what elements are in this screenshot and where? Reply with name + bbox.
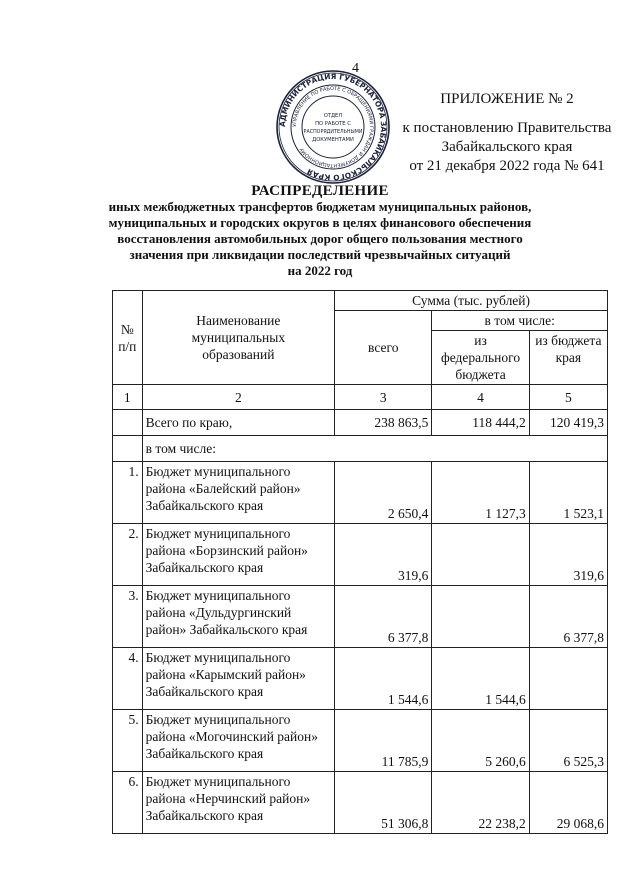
total-row (113, 410, 608, 436)
table-row (113, 524, 608, 586)
row-total: 51 306,8 (335, 772, 432, 834)
table-row (113, 772, 608, 834)
total-number-cell (113, 410, 143, 436)
table-row (113, 710, 608, 772)
heading-line-1: иных межбюджетных трансфертов бюджетам муниципальных районов, (108, 199, 532, 214)
row-number: 2. (113, 524, 143, 586)
official-stamp (274, 68, 392, 186)
stamp-ring-text: УПРАВЛЕНИЕ ПО РАБОТЕ С ОБРАЩЕНИЯМИ ГРАЖДАН И ДОКУМЕНТАЦИОННОМУ (291, 85, 375, 169)
row-name: Бюджет муниципального района «Дульдургинский район» Забайкальского края (142, 586, 335, 648)
total-sum: 238 863,5 (335, 410, 432, 436)
appendix-line-3: от 21 декабря 2022 года № 641 (409, 158, 605, 174)
row-regional: 6 525,3 (529, 710, 607, 772)
stamp-center-line-2: ПО РАБОТЕ С (315, 121, 351, 127)
including-label: в том числе: (142, 436, 607, 462)
row-federal: 5 260,6 (432, 710, 529, 772)
row-total: 11 785,9 (335, 710, 432, 772)
row-number: 6. (113, 772, 143, 834)
index-cell: 3 (335, 385, 432, 410)
heading-line-3: восстановления автомобильных дорог общего пользования местного (117, 231, 523, 246)
row-regional (529, 648, 607, 710)
including-number-cell (113, 436, 143, 462)
row-federal: 1 127,3 (432, 462, 529, 524)
table-row (113, 648, 608, 710)
table-row (113, 586, 608, 648)
row-name: Бюджет муниципального района «Борзинский район» Забайкальского края (142, 524, 335, 586)
col-header-number: № п/п (113, 291, 143, 385)
row-total: 6 377,8 (335, 586, 432, 648)
table-row (113, 462, 608, 524)
heading-line-5: на 2022 год (287, 263, 353, 278)
page-number: 4 (352, 61, 359, 76)
row-total: 2 650,4 (335, 462, 432, 524)
appendix-line-1: к постановлению Правительства (402, 120, 612, 136)
index-row (113, 385, 608, 410)
row-regional: 29 068,6 (529, 772, 607, 834)
row-name: Бюджет муниципального района «Нерчинский район» Забайкальского края (142, 772, 335, 834)
index-cell: 4 (432, 385, 529, 410)
row-number: 5. (113, 710, 143, 772)
col-header-including: в том числе: (432, 311, 608, 331)
row-number: 4. (113, 648, 143, 710)
heading-main: РАСПРЕДЕЛЕНИЕ (251, 183, 389, 199)
distribution-table (112, 290, 608, 834)
including-row (113, 436, 608, 462)
row-regional: 1 523,1 (529, 462, 607, 524)
heading-line-4: значения при ликвидации последствий чрезвычайных ситуаций (129, 247, 511, 262)
col-header-sum: Сумма (тыс. рублей) (335, 291, 608, 311)
index-cell: 5 (529, 385, 607, 410)
row-regional: 6 377,8 (529, 586, 607, 648)
row-total: 319,6 (335, 524, 432, 586)
col-header-federal: из федерального бюджета (432, 331, 529, 385)
row-total: 1 544,6 (335, 648, 432, 710)
row-regional: 319,6 (529, 524, 607, 586)
heading-line-2: муниципальных и городских округов в целях финансового обеспечения (108, 215, 532, 230)
total-regional: 120 419,3 (529, 410, 607, 436)
total-label: Всего по краю, (142, 410, 335, 436)
row-name: Бюджет муниципального района «Карымский район» Забайкальского края (142, 648, 335, 710)
row-federal: 22 238,2 (432, 772, 529, 834)
appendix-title: ПРИЛОЖЕНИЕ № 2 (440, 91, 574, 107)
row-number: 3. (113, 586, 143, 648)
stamp-seal-icon (274, 68, 392, 186)
row-federal (432, 524, 529, 586)
row-federal: 1 544,6 (432, 648, 529, 710)
document-heading (90, 183, 550, 279)
stamp-center-line-4: ДОКУМЕНТАМИ (312, 137, 354, 143)
row-name: Бюджет муниципального района «Балейский район» Забайкальского края (142, 462, 335, 524)
appendix-line-2: Забайкальского края (441, 139, 573, 155)
index-cell: 2 (142, 385, 335, 410)
col-header-name: Наименование муниципальных образований (142, 291, 335, 385)
row-number: 1. (113, 462, 143, 524)
col-header-regional: из бюджета края (529, 331, 607, 385)
stamp-outer-text: АДМИНИСТРАЦИЯ ГУБЕРНАТОРА ЗАБАЙКАЛЬСКОГО КРАЯ (277, 71, 389, 183)
appendix-block (387, 90, 627, 176)
stamp-center-line-1: ОТДЕЛ (323, 113, 343, 119)
header-row-1 (113, 291, 608, 311)
row-name: Бюджет муниципального района «Могочинский район» Забайкальского края (142, 710, 335, 772)
row-federal (432, 586, 529, 648)
total-federal: 118 444,2 (432, 410, 529, 436)
stamp-center-line-3: РАСПОРЯДИТЕЛЬНЫМИ (303, 130, 363, 135)
index-cell: 1 (113, 385, 143, 410)
col-header-total: всего (335, 311, 432, 385)
